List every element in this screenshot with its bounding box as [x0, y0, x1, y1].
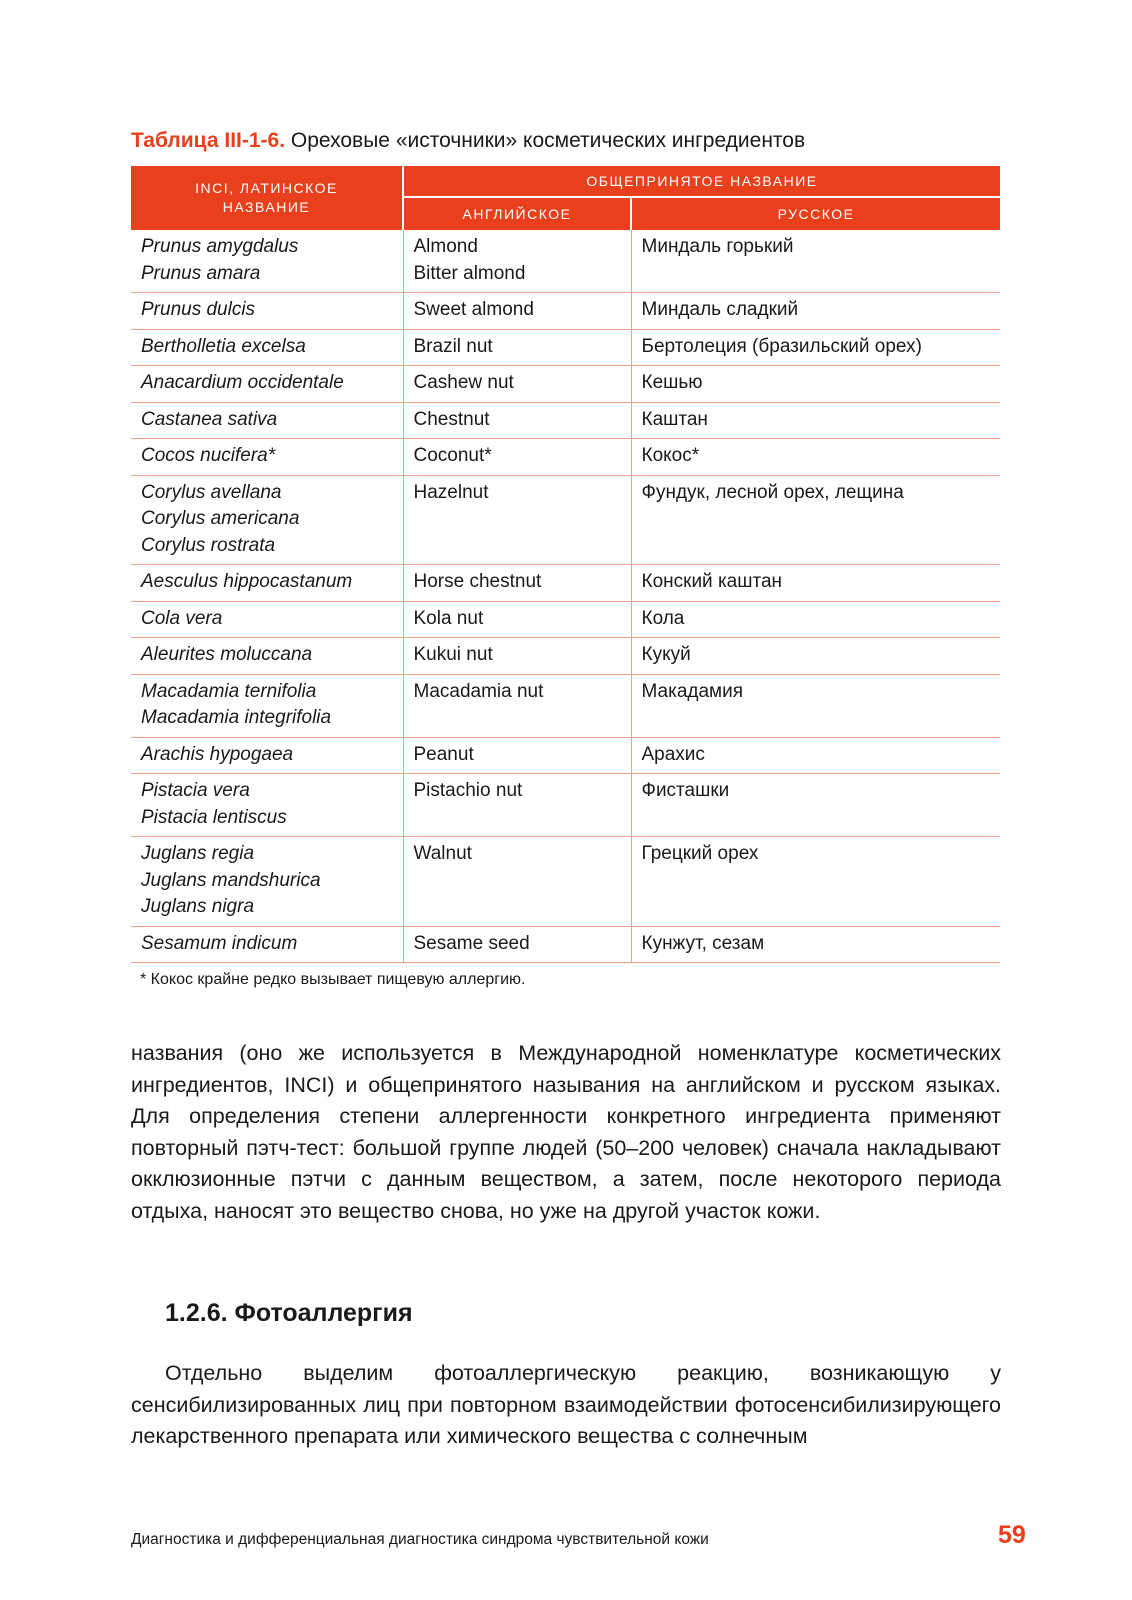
latin-name-line: Juglans mandshurica	[141, 869, 321, 891]
latin-name-line: Aleurites moluccana	[141, 644, 313, 665]
nut-sources-table	[131, 166, 1000, 963]
table-row	[131, 674, 1000, 737]
russian-name-cell: Миндаль горький	[631, 230, 1000, 293]
table-row	[131, 475, 1000, 565]
header-common-name: ОБЩЕПРИНЯТОЕ НАЗВАНИЕ	[403, 166, 1000, 197]
english-name-line: Kukui nut	[413, 644, 493, 665]
section-heading: 1.2.6. Фотоаллергия	[165, 1299, 413, 1327]
table-row	[131, 230, 1000, 293]
russian-name-cell: Конский каштан	[631, 565, 1000, 602]
table-row	[131, 402, 1000, 439]
english-name-cell	[403, 601, 631, 638]
russian-name-cell: Кокос*	[631, 439, 1000, 476]
english-name-line: Peanut	[413, 743, 474, 765]
english-name-cell	[403, 638, 631, 675]
english-name-cell	[403, 329, 631, 366]
table-row	[131, 366, 1000, 403]
english-name-line: Sesame seed	[413, 932, 530, 954]
english-name-cell	[403, 366, 631, 403]
latin-name-line: Prunus dulcis	[141, 299, 256, 320]
russian-name-cell: Миндаль сладкий	[631, 293, 1000, 330]
table-row	[131, 601, 1000, 638]
table-row	[131, 926, 1000, 963]
latin-name-cell	[131, 293, 403, 330]
table-row	[131, 439, 1000, 476]
latin-name-line: Castanea sativa	[141, 408, 278, 430]
english-name-line: Sweet almond	[413, 299, 534, 320]
latin-name-cell	[131, 402, 403, 439]
latin-name-line: Anacardium occidentale	[141, 372, 344, 393]
latin-name-line: Aesculus hippocastanum	[141, 571, 353, 592]
body-paragraph: Отдельно выделим фотоаллергическую реакцию, возникающую у сенсибилизированных лиц при повторном взаимодействии фотосенсибилизирующего лекарственного препарата или химического вещества с солнечным	[131, 1361, 1001, 1448]
latin-name-cell	[131, 565, 403, 602]
russian-name-cell: Кешью	[631, 366, 1000, 403]
table-row	[131, 837, 1000, 927]
latin-name-line: Corylus americana	[141, 508, 300, 529]
russian-name-cell: Кукуй	[631, 638, 1000, 675]
russian-name-cell: Кола	[631, 601, 1000, 638]
body-paragraph: названия (оно же используется в Международной номенклатуре косметических ингредиентов, INCI) и общепринятого называния на английском и русском языках. Для определения степени аллергенности конкретного ингредиента применяют повторный пэтч-тест: большой группе людей (50–200 человек) сначала накладывают окклюзионные пэтчи с данным веществом, а затем, после некоторого периода отдыха, наносят это вещество снова, но уже на другой участок кожи.	[131, 1041, 1001, 1223]
english-name-cell	[403, 674, 631, 737]
russian-name-cell: Бертолеция (бразильский орех)	[631, 329, 1000, 366]
latin-name-cell	[131, 638, 403, 675]
latin-name-line: Arachis hypogaea	[141, 743, 294, 765]
english-name-cell	[403, 926, 631, 963]
english-name-line: Coconut*	[413, 445, 492, 466]
russian-name-cell: Фундук, лесной орех, лещина	[631, 475, 1000, 565]
latin-name-cell	[131, 366, 403, 403]
table-row	[131, 293, 1000, 330]
latin-name-cell	[131, 475, 403, 565]
russian-name-cell: Макадамия	[631, 674, 1000, 737]
page-number: 59	[998, 1521, 1026, 1549]
latin-name-line: Cocos nucifera*	[141, 445, 276, 466]
english-name-cell	[403, 774, 631, 837]
latin-name-cell	[131, 439, 403, 476]
table-footnote: * Кокос крайне редко вызывает пищевую аллергию.	[140, 971, 526, 988]
table-row	[131, 638, 1000, 675]
table-row	[131, 774, 1000, 837]
english-name-line: Pistachio nut	[413, 780, 523, 801]
english-name-cell	[403, 737, 631, 774]
latin-name-line: Macadamia ternifolia	[141, 680, 317, 702]
english-name-line: Kola nut	[413, 607, 484, 629]
english-name-line: Macadamia nut	[413, 680, 544, 702]
latin-name-cell	[131, 230, 403, 293]
table-caption-title: Ореховые «источники» косметических ингредиентов	[285, 129, 806, 152]
header-english: АНГЛИЙСКОЕ	[403, 197, 631, 230]
russian-name-cell: Кунжут, сезам	[631, 926, 1000, 963]
latin-name-line: Juglans nigra	[141, 896, 255, 917]
latin-name-cell	[131, 329, 403, 366]
english-name-line: Horse chestnut	[413, 571, 542, 592]
english-name-line: Bitter almond	[413, 262, 526, 284]
latin-name-cell	[131, 674, 403, 737]
latin-name-cell	[131, 926, 403, 963]
running-footer-title: Диагностика и дифференциальная диагностика синдрома чувствительной кожи	[131, 1531, 709, 1548]
english-name-cell	[403, 439, 631, 476]
latin-name-cell	[131, 837, 403, 927]
english-name-line: Cashew nut	[413, 372, 514, 393]
english-name-cell	[403, 565, 631, 602]
english-name-line: Almond	[413, 236, 478, 257]
latin-name-line: Macadamia integrifolia	[141, 707, 332, 728]
latin-name-line: Prunus amygdalus	[141, 236, 299, 257]
table-row	[131, 737, 1000, 774]
latin-name-cell	[131, 774, 403, 837]
header-russian: РУССКОЕ	[631, 197, 1000, 230]
table-caption-label: Таблица III-1-6.	[131, 129, 286, 152]
latin-name-line: Juglans regia	[141, 843, 255, 864]
english-name-line: Brazil nut	[413, 335, 493, 357]
latin-name-line: Bertholletia excelsa	[141, 335, 306, 357]
latin-name-line: Prunus amara	[141, 262, 261, 284]
english-name-line: Chestnut	[413, 408, 490, 430]
latin-name-cell	[131, 737, 403, 774]
header-latin-name: INCI, ЛАТИНСКОЕ НАЗВАНИЕ	[131, 166, 403, 230]
english-name-line: Hazelnut	[413, 481, 489, 503]
table-row	[131, 565, 1000, 602]
english-name-cell	[403, 402, 631, 439]
latin-name-cell	[131, 601, 403, 638]
latin-name-line: Corylus avellana	[141, 481, 282, 503]
russian-name-cell: Грецкий орех	[631, 837, 1000, 927]
english-name-line: Walnut	[413, 843, 472, 864]
latin-name-line: Cola vera	[141, 607, 223, 629]
latin-name-line: Sesamum indicum	[141, 932, 298, 954]
table-body	[131, 230, 1000, 963]
russian-name-cell: Фисташки	[631, 774, 1000, 837]
latin-name-line: Pistacia lentiscus	[141, 806, 287, 828]
table-caption	[131, 128, 1011, 154]
latin-name-line: Pistacia vera	[141, 780, 250, 801]
table-row	[131, 329, 1000, 366]
russian-name-cell: Каштан	[631, 402, 1000, 439]
russian-name-cell: Арахис	[631, 737, 1000, 774]
latin-name-line: Corylus rostrata	[141, 534, 276, 556]
english-name-cell	[403, 293, 631, 330]
english-name-cell	[403, 230, 631, 293]
english-name-cell	[403, 475, 631, 565]
english-name-cell	[403, 837, 631, 927]
